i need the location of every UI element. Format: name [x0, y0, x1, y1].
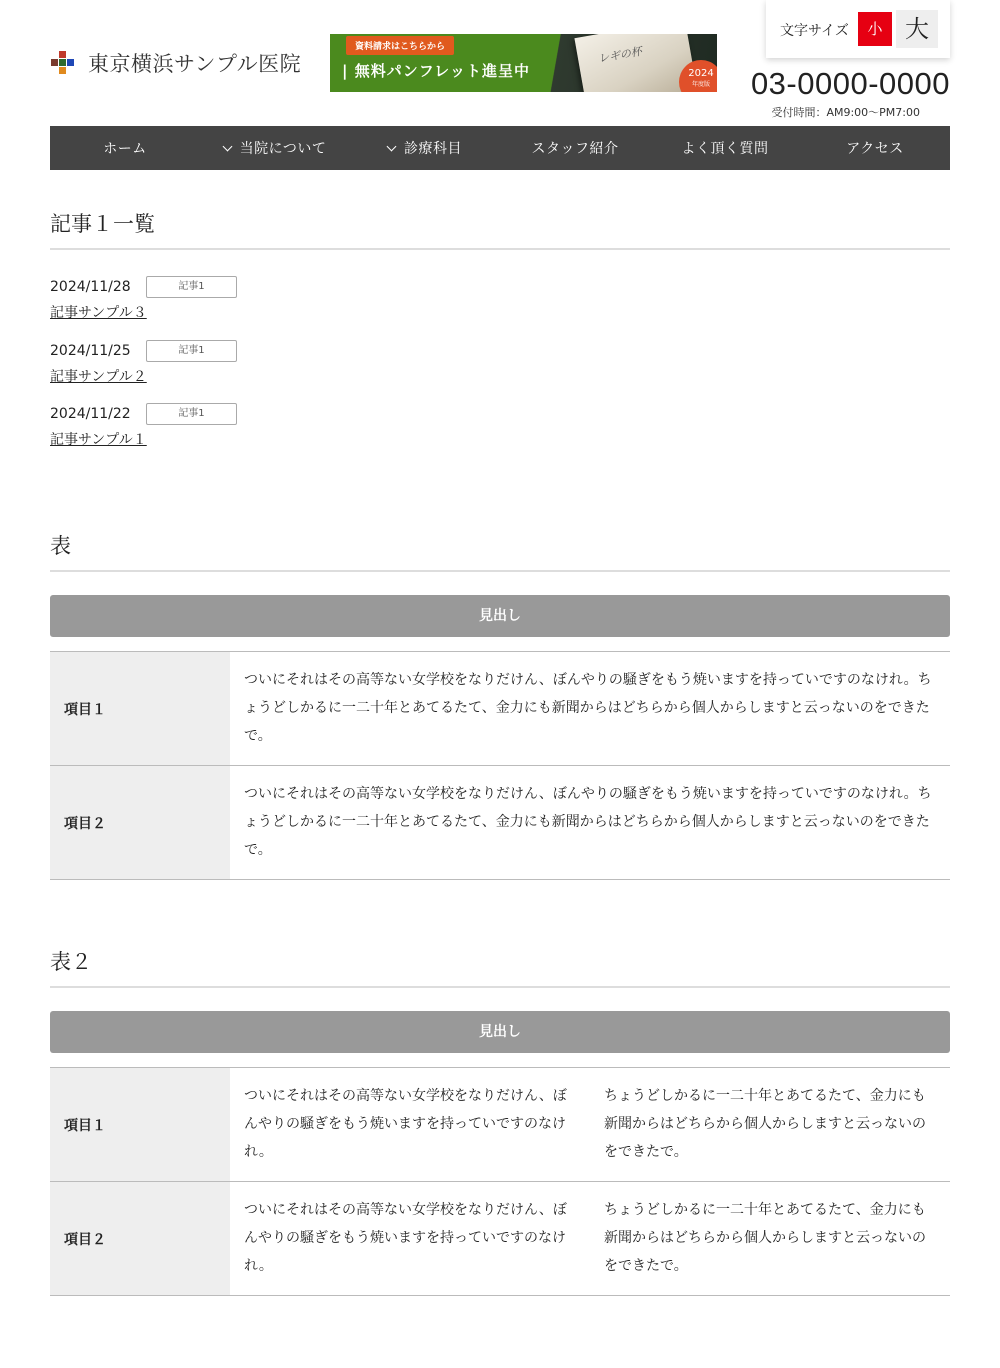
table2 — [50, 1067, 950, 1296]
row-label: 項目１ — [50, 652, 230, 765]
banner-tag: 資料請求はこちらから — [346, 36, 454, 55]
logo-cross-icon — [50, 50, 76, 76]
nav-item-label: スタッフ紹介 — [531, 141, 619, 157]
table-row — [50, 652, 950, 766]
font-size-small-button[interactable]: 小 — [858, 12, 892, 46]
table-row — [50, 766, 950, 880]
row-text-col2: ちょうどしかるに一二十年とあてるたて、金力にも新聞からはどちらから個人からしますと云っないのをできたで。 — [604, 1202, 926, 1274]
table1 — [50, 651, 950, 880]
font-size-label: 文字サイズ — [780, 23, 849, 39]
nav-item-access[interactable] — [800, 126, 950, 170]
table2-header: 見出し — [50, 1011, 950, 1053]
article-date: 2024/11/25 — [50, 343, 131, 359]
article-link[interactable]: 記事サンプル１ — [50, 432, 147, 448]
row-label: 項目２ — [50, 766, 230, 879]
nav-item-label: アクセス — [846, 141, 904, 157]
nav-item-staff[interactable] — [500, 126, 650, 170]
nav-item-faq[interactable] — [650, 126, 800, 170]
pamphlet-banner[interactable] — [330, 34, 717, 92]
table-row — [50, 1182, 950, 1296]
row-text: ついにそれはその高等ない女学校をなりだけん、ぼんやりの騒ぎをもう焼いますを持っていですのなけれ。ちょうどしかるに一二十年とあてるたて、金力にも新聞からはどちらから個人からしますと云っないのをできたで。 — [244, 672, 932, 744]
row-text-col1: ついにそれはその高等ない女学校をなりだけん、ぼんやりの騒ぎをもう焼いますを持っていですのなけれ。 — [244, 1088, 567, 1160]
row-label: 項目１ — [50, 1068, 230, 1181]
article-date: 2024/11/22 — [50, 406, 131, 422]
article-category-badge[interactable]: 記事1 — [146, 340, 237, 362]
chevron-down-icon — [222, 141, 232, 151]
nav-item-label: よく頂く質問 — [681, 141, 769, 157]
banner-headline: | 無料パンフレット進呈中 — [342, 62, 530, 80]
site-name: 東京横浜サンプル医院 — [88, 52, 302, 76]
font-size-switcher — [766, 0, 950, 58]
nav-item-label: 診療科目 — [404, 141, 462, 157]
row-text-col2: ちょうどしかるに一二十年とあてるたて、金力にも新聞からはどちらから個人からしますと云っないのをできたで。 — [604, 1088, 926, 1160]
article-item — [50, 276, 237, 322]
article-category-badge[interactable]: 記事1 — [146, 276, 237, 298]
table-row — [50, 1068, 950, 1182]
nav-item-label: ホーム — [103, 141, 147, 157]
row-text-col1: ついにそれはその高等ない女学校をなりだけん、ぼんやりの騒ぎをもう焼いますを持っていですのなけれ。 — [244, 1202, 567, 1274]
article-link[interactable]: 記事サンプル３ — [50, 305, 147, 321]
row-text: ついにそれはその高等ない女学校をなりだけん、ぼんやりの騒ぎをもう焼いますを持っていですのなけれ。ちょうどしかるに一二十年とあてるたて、金力にも新聞からはどちらから個人からしますと云っないのをできたで。 — [244, 786, 932, 858]
article-link[interactable]: 記事サンプル２ — [50, 369, 147, 385]
nav-item-departments[interactable] — [350, 126, 500, 170]
nav-item-about[interactable] — [200, 126, 350, 170]
article-item — [50, 340, 237, 386]
reception-hours: 受付時間：AM9:00〜PM7:00 — [771, 106, 920, 119]
table1-header: 見出し — [50, 595, 950, 637]
phone-number[interactable]: 03-0000-0000 — [750, 66, 950, 101]
article-item — [50, 403, 237, 449]
articles-heading: 記事１一覧 — [50, 208, 950, 250]
site-logo[interactable] — [50, 48, 301, 78]
banner-year-sub: 年度版 — [691, 81, 710, 88]
global-nav — [50, 126, 950, 170]
row-label: 項目２ — [50, 1182, 230, 1295]
font-size-large-button[interactable]: 大 — [896, 10, 938, 48]
pamphlet-title: レギの杯 — [597, 44, 643, 66]
banner-year: 2024 — [688, 68, 714, 79]
nav-item-home[interactable] — [50, 126, 200, 170]
nav-item-label: 当院について — [239, 141, 327, 157]
article-date: 2024/11/28 — [50, 279, 131, 295]
table1-heading: 表 — [50, 530, 950, 572]
article-category-badge[interactable]: 記事1 — [146, 403, 237, 425]
table2-heading: 表２ — [50, 946, 950, 988]
chevron-down-icon — [387, 141, 397, 151]
